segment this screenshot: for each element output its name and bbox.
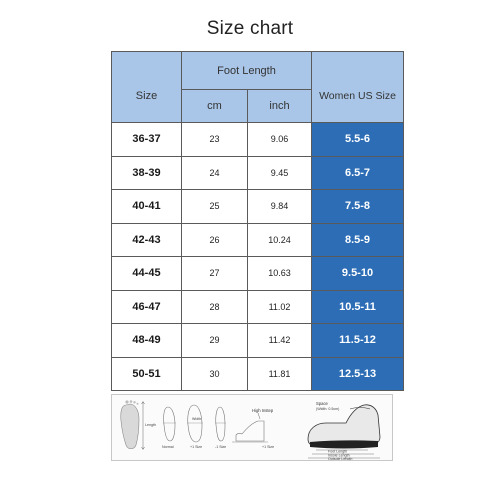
cell-size: 48-49 bbox=[112, 324, 182, 358]
table-row bbox=[112, 123, 404, 157]
cell-cm: 27 bbox=[182, 257, 248, 291]
size-chart-table bbox=[111, 51, 404, 391]
cell-us-size: 11.5-12 bbox=[312, 324, 404, 358]
cell-cm: 26 bbox=[182, 223, 248, 257]
insole-length-label: Insole Length bbox=[328, 453, 350, 458]
header-women-us-size: Women US Size bbox=[312, 52, 404, 123]
foot-width-normal-icon bbox=[163, 407, 176, 441]
plus-size-label-2: +1 Size bbox=[262, 445, 275, 449]
cell-inch: 9.06 bbox=[248, 123, 312, 157]
table-row bbox=[112, 156, 404, 190]
cell-cm: 25 bbox=[182, 190, 248, 224]
cell-size: 50-51 bbox=[112, 357, 182, 391]
cell-cm: 24 bbox=[182, 156, 248, 190]
cell-inch: 9.45 bbox=[248, 156, 312, 190]
high-instep-label: High Instep bbox=[252, 408, 274, 413]
cell-inch: 11.02 bbox=[248, 290, 312, 324]
normal-label: Normal bbox=[162, 445, 174, 449]
table-row bbox=[112, 190, 404, 224]
chart-title: Size chart bbox=[206, 18, 294, 39]
foot-width-plus-icon bbox=[187, 405, 203, 442]
high-instep-icon bbox=[232, 413, 268, 442]
cell-size: 38-39 bbox=[112, 156, 182, 190]
cell-inch: 11.42 bbox=[248, 324, 312, 358]
header-size: Size bbox=[112, 52, 182, 123]
cell-us-size: 8.5-9 bbox=[312, 223, 404, 257]
space-label: Space bbox=[316, 401, 328, 406]
foot-length-label: Foot Length bbox=[328, 449, 348, 454]
cell-size: 42-43 bbox=[112, 223, 182, 257]
space-range-label: (Width: 0.5cm) bbox=[316, 407, 340, 411]
cell-us-size: 10.5-11 bbox=[312, 290, 404, 324]
header-foot-length: Foot Length bbox=[182, 52, 312, 90]
table-row bbox=[112, 223, 404, 257]
outsole-length-label: Outsole Length bbox=[328, 457, 353, 460]
cell-us-size: 9.5-10 bbox=[312, 257, 404, 291]
foot-measurement-diagram bbox=[111, 394, 393, 461]
cell-cm: 30 bbox=[182, 357, 248, 391]
minus-size-label: -1 Size bbox=[215, 445, 227, 449]
cell-us-size: 7.5-8 bbox=[312, 190, 404, 224]
length-label: Length bbox=[145, 423, 156, 427]
cell-us-size: 6.5-7 bbox=[312, 156, 404, 190]
plus-size-label: +1 Size bbox=[190, 445, 203, 449]
cell-inch: 10.24 bbox=[248, 223, 312, 257]
cell-inch: 10.63 bbox=[248, 257, 312, 291]
cell-cm: 29 bbox=[182, 324, 248, 358]
cell-size: 40-41 bbox=[112, 190, 182, 224]
cell-size: 36-37 bbox=[112, 123, 182, 157]
table-row bbox=[112, 290, 404, 324]
cell-inch: 11.81 bbox=[248, 357, 312, 391]
cell-cm: 23 bbox=[182, 123, 248, 157]
cell-inch: 9.84 bbox=[248, 190, 312, 224]
foot-outline-icon bbox=[121, 400, 145, 449]
table-row bbox=[112, 324, 404, 358]
header-cm: cm bbox=[182, 90, 248, 123]
foot-width-minus-icon bbox=[215, 407, 226, 441]
cell-cm: 28 bbox=[182, 290, 248, 324]
header-inch: inch bbox=[248, 90, 312, 123]
cell-us-size: 12.5-13 bbox=[312, 357, 404, 391]
shoe-icon bbox=[308, 405, 380, 449]
foot-measurement-illustration bbox=[112, 395, 392, 460]
table-row bbox=[112, 257, 404, 291]
cell-us-size: 5.5-6 bbox=[312, 123, 404, 157]
width-label: Width bbox=[192, 417, 202, 421]
cell-size: 46-47 bbox=[112, 290, 182, 324]
table-row bbox=[112, 357, 404, 391]
header-row-top bbox=[112, 52, 404, 90]
cell-size: 44-45 bbox=[112, 257, 182, 291]
